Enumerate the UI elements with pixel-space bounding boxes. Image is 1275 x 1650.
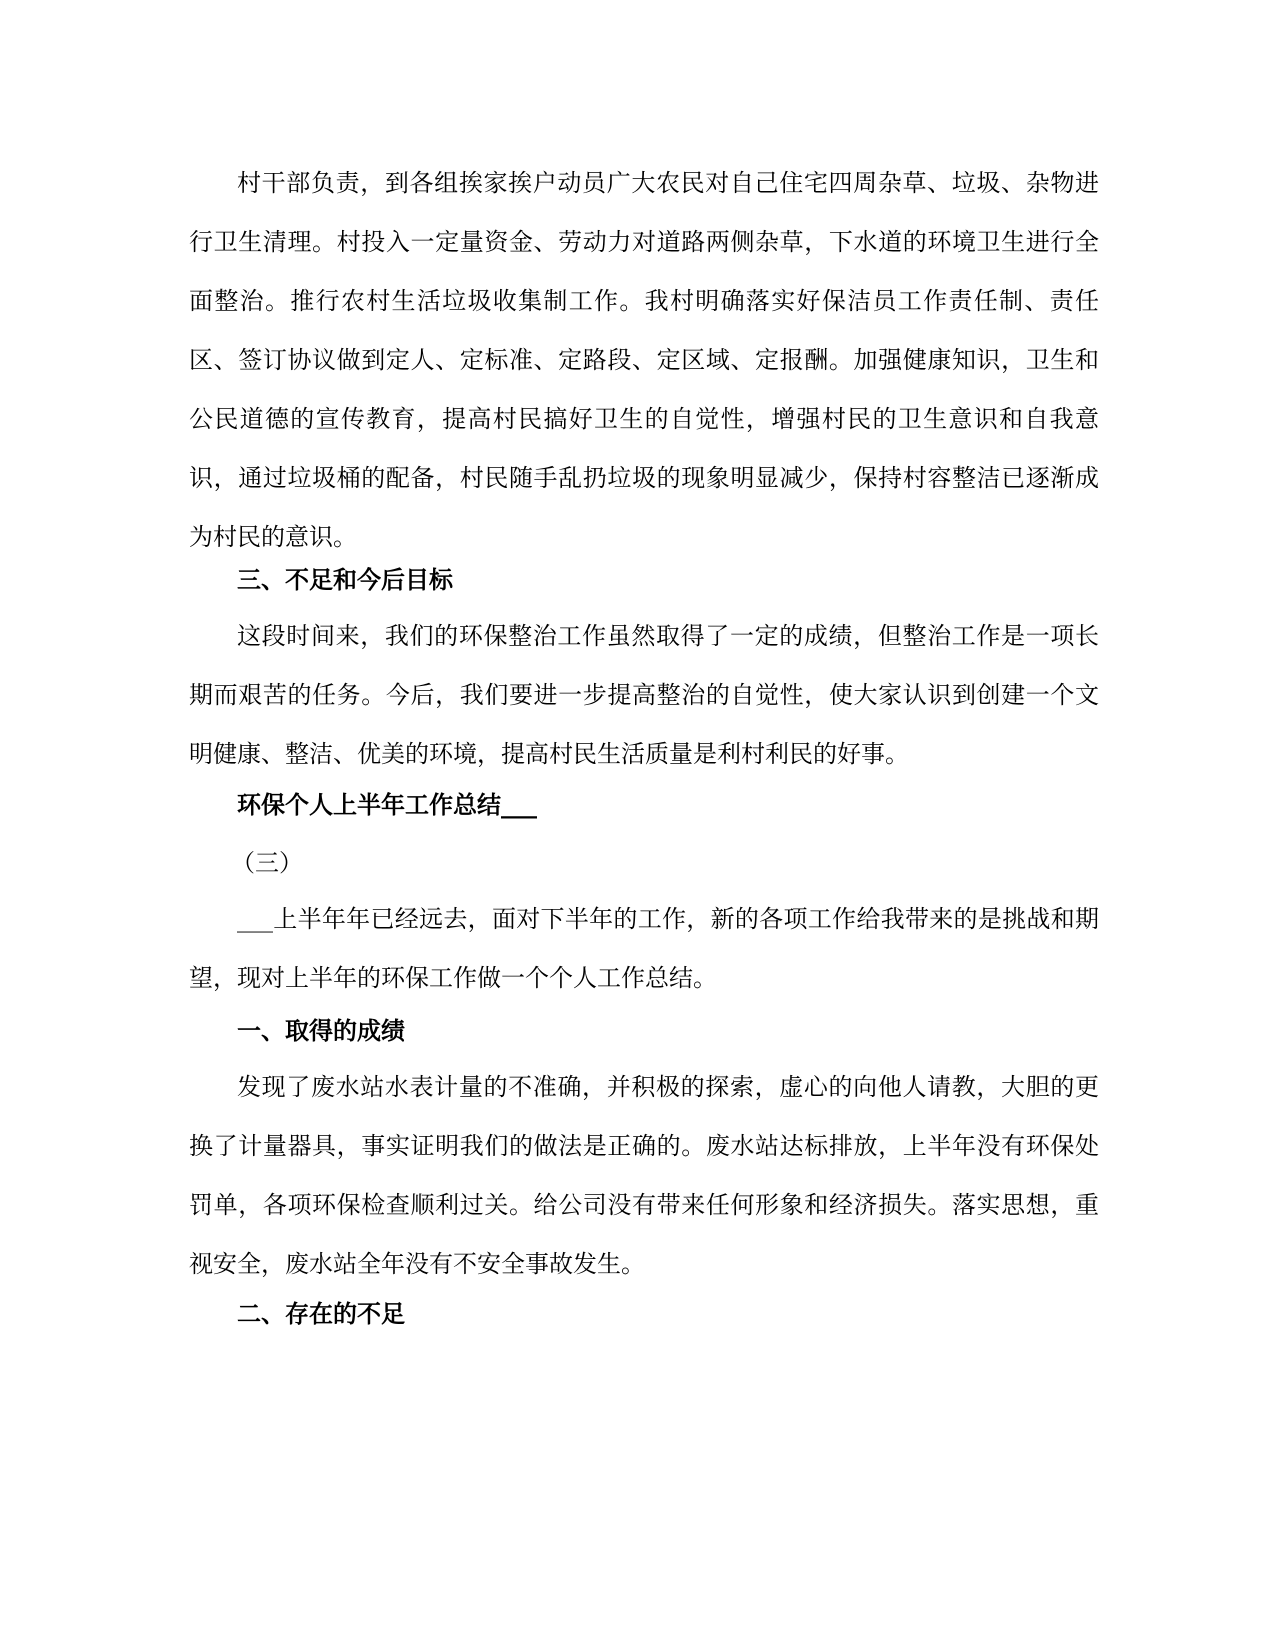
section-index: （三） <box>231 849 303 877</box>
paragraph-future-goals: 这段时间来，我们的环保整治工作虽然取得了一定的成绩，但整治工作是一项长期而艰苦的任务。今后，我们要进一步提高整治的自觉性，使大家认识到创建一个文明健康、整洁、优美的环境，提高村民生活质量是利村利民的好事。 <box>189 622 1099 768</box>
paragraph-village-cleanup: 村干部负责，到各组挨家挨户动员广大农民对自己住宅四周杂草、垃圾、杂物进行卫生清理。村投入一定量资金、劳动力对道路两侧杂草，下水道的环境卫生进行全面整治。推行农村生活垃圾收集制工作。我村明确落实好保洁员工作责任制、责任区、签订协议做到定人、定标准、定路段、定区域、定报酬。加强健康知识，卫生和公民道德的宣传教育，提高村民搞好卫生的自觉性，增强村民的卫生意识和自我意识，通过垃圾桶的配备，村民随手乱扔垃圾的现象明显减少，保持村容整洁已逐渐成为村民的意识。 <box>189 169 1099 551</box>
section-heading-deficiencies: 二、存在的不足 <box>237 1299 405 1328</box>
document-title: 环保个人上半年工作总结___ <box>237 790 537 819</box>
section-heading-shortcomings-goals: 三、不足和今后目标 <box>237 565 453 594</box>
paragraph-achievements: 发现了废水站水表计量的不准确，并积极的探索，虚心的向他人请教，大胆的更换了计量器具，事实证明我们的做法是正确的。废水站达标排放，上半年没有环保处罚单，各项环保检查顺利过关。给公司没有带来任何形象和经济损失。落实思想，重视安全，废水站全年没有不安全事故发生。 <box>189 1073 1099 1278</box>
section-heading-achievements: 一、取得的成绩 <box>237 1016 405 1045</box>
paragraph-intro: ___上半年年已经远去，面对下半年的工作，新的各项工作给我带来的是挑战和期望，现对上半年的环保工作做一个个人工作总结。 <box>189 905 1099 992</box>
